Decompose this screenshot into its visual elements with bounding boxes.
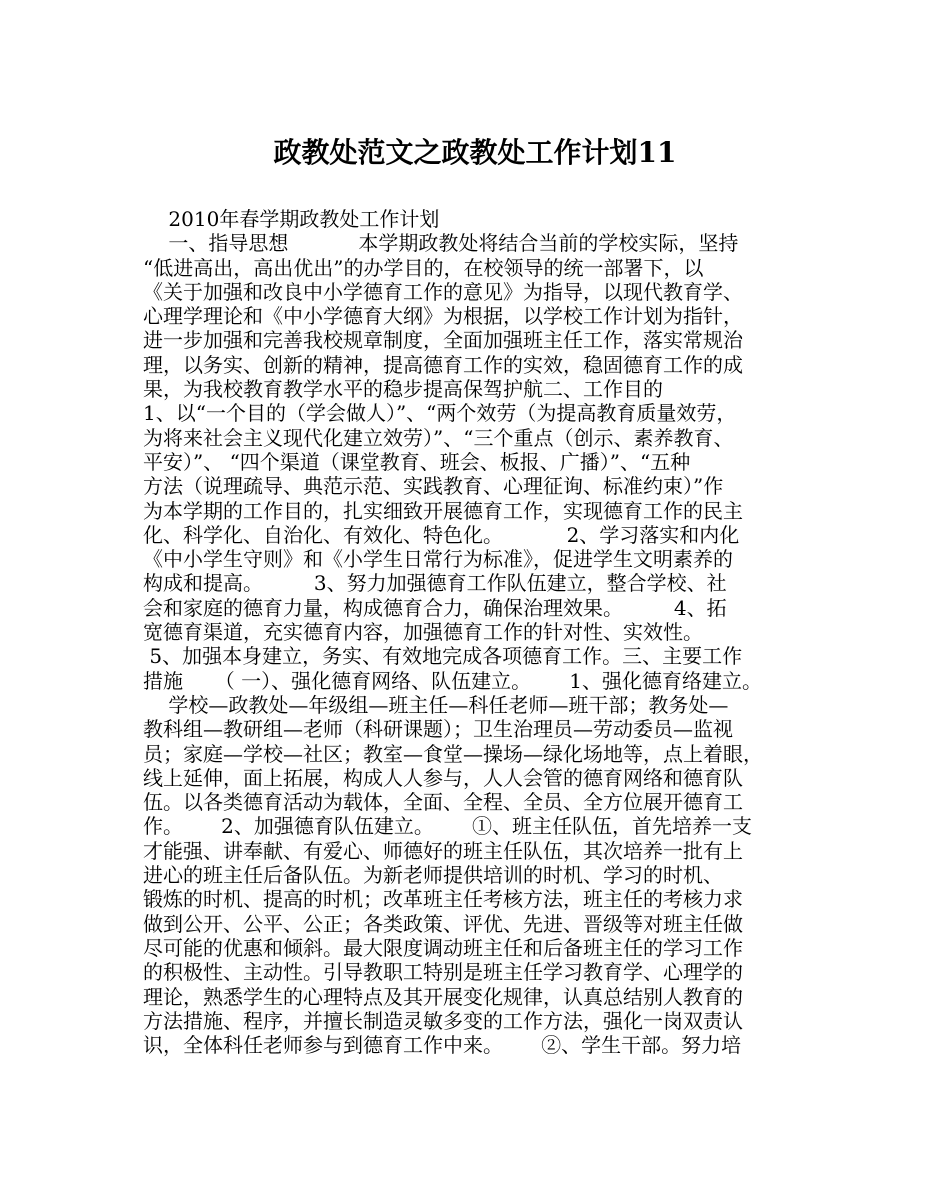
body-line: 平安）”、 “四个渠道（课堂教育、班会、板报、广播）”、“五种 [143,449,691,474]
body-line: 1、以“一个目的（学会做人）”、“两个效劳（为提高教育质量效劳， [143,401,737,426]
document-title: 政教处范文之政教处工作计划11 [273,136,677,169]
body-line: “低进高出，高出优出”的办学目的，在校领导的统一部署下，以 [143,255,704,280]
body-line: 果，为我校教育教学水平的稳步提高保驾护航二、工作目的 [143,377,663,402]
body-line: 的积极性、主动性。引导教职工特别是班主任学习教育学、心理学的 [143,960,743,985]
body-line: 方法（说理疏导、典范示范、实践教育、心理征询、标准约束）”作 [143,474,724,499]
body-line: 宽德育渠道，充实德育内容，加强德育工作的针对性、实效性。 [143,620,703,645]
body-line: 《中小学生守则》和《小学生日常行为标准》，促进学生文明素养的 [143,547,733,572]
body-line: 为本学期的工作目的，扎实细致开展德育工作，实现德育工作的民主 [143,498,743,523]
body-line: 构成和提高。 3、努力加强德育工作队伍建立，整合学校、社 [143,571,727,596]
body-line: 心理学理论和《中小学德育大纲》为根据，以学校工作计划为指针， [143,304,743,329]
body-line: 员；家庭—学校—社区；教室—食堂—操场—绿化场地等，点上着眼， [143,741,763,766]
body-line: 才能强、讲奉献、有爱心、师德好的班主任队伍，其次培养一批有上 [143,838,743,863]
body-line: 理，以务实、创新的精神，提高德育工作的实效，稳固德育工作的成 [143,352,743,377]
body-line: 线上延伸，面上拓展，构成人人参与，人人会管的德育网络和德育队 [143,765,743,790]
body-line: 伍。以各类德育活动为载体，全面、全程、全员、全方位展开德育工 [143,790,743,815]
body-line: 尽可能的优惠和倾斜。最大限度调动班主任和后备班主任的学习工作 [143,935,743,960]
body-line: 教科组—教研组—老师（科研课题）；卫生治理员—劳动委员—监视 [143,717,733,742]
body-line: 《关于加强和改良中小学德育工作的意见》为指导，以现代教育学、 [143,279,743,304]
body-line: 理论，熟悉学生的心理特点及其开展变化规律，认真总结别人教育的 [143,984,743,1009]
body-line: 会和家庭的德育力量，构成德育合力，确保治理效果。 4、拓 [143,595,727,620]
body-line: 为将来社会主义现代化建立效劳）”、“三个重点（创示、素养教育、 [143,425,734,450]
body-line: 学校—政教处—年级组—班主任—科任老师—班干部；教务处— [143,692,729,717]
body-line: 方法措施、程序，并擅长制造灵敏多变的工作方法，强化一岗双责认 [143,1008,743,1033]
body-line: 化、科学化、自治化、有效化、特色化。 2、学习落实和内化 [143,522,740,547]
body-line: 措施 （ 一）、强化德育网络、队伍建立。 1、强化德育络建立。 [143,668,763,693]
body-line: 一、指导思想 本学期政教处将结合当前的学校实际，坚持 [143,231,739,256]
body-line: 识，全体科任老师参与到德育工作中来。 ②、学生干部。努力培 [143,1033,742,1058]
body-line: 进一步加强和完善我校规章制度，全面加强班主任工作，落实常规治 [143,328,743,353]
document-body [143,207,833,1057]
body-line: 锻炼的时机、提高的时机；改革班主任考核方法，班主任的考核力求 [143,887,743,912]
body-line: 进心的班主任后备队伍。为新老师提供培训的时机、学习的时机、 [143,863,723,888]
body-line: 作。 2、加强德育队伍建立。 ①、班主任队伍，首先培养一支 [143,814,753,839]
body-line: 5、加强本身建立，务实、有效地完成各项德育工作。三、主要工作 [143,644,743,669]
body-line: 做到公开、公平、公正；各类政策、评优、先进、晋级等对班主任做 [143,911,743,936]
body-line: 2010年春学期政教处工作计划 [143,207,440,231]
